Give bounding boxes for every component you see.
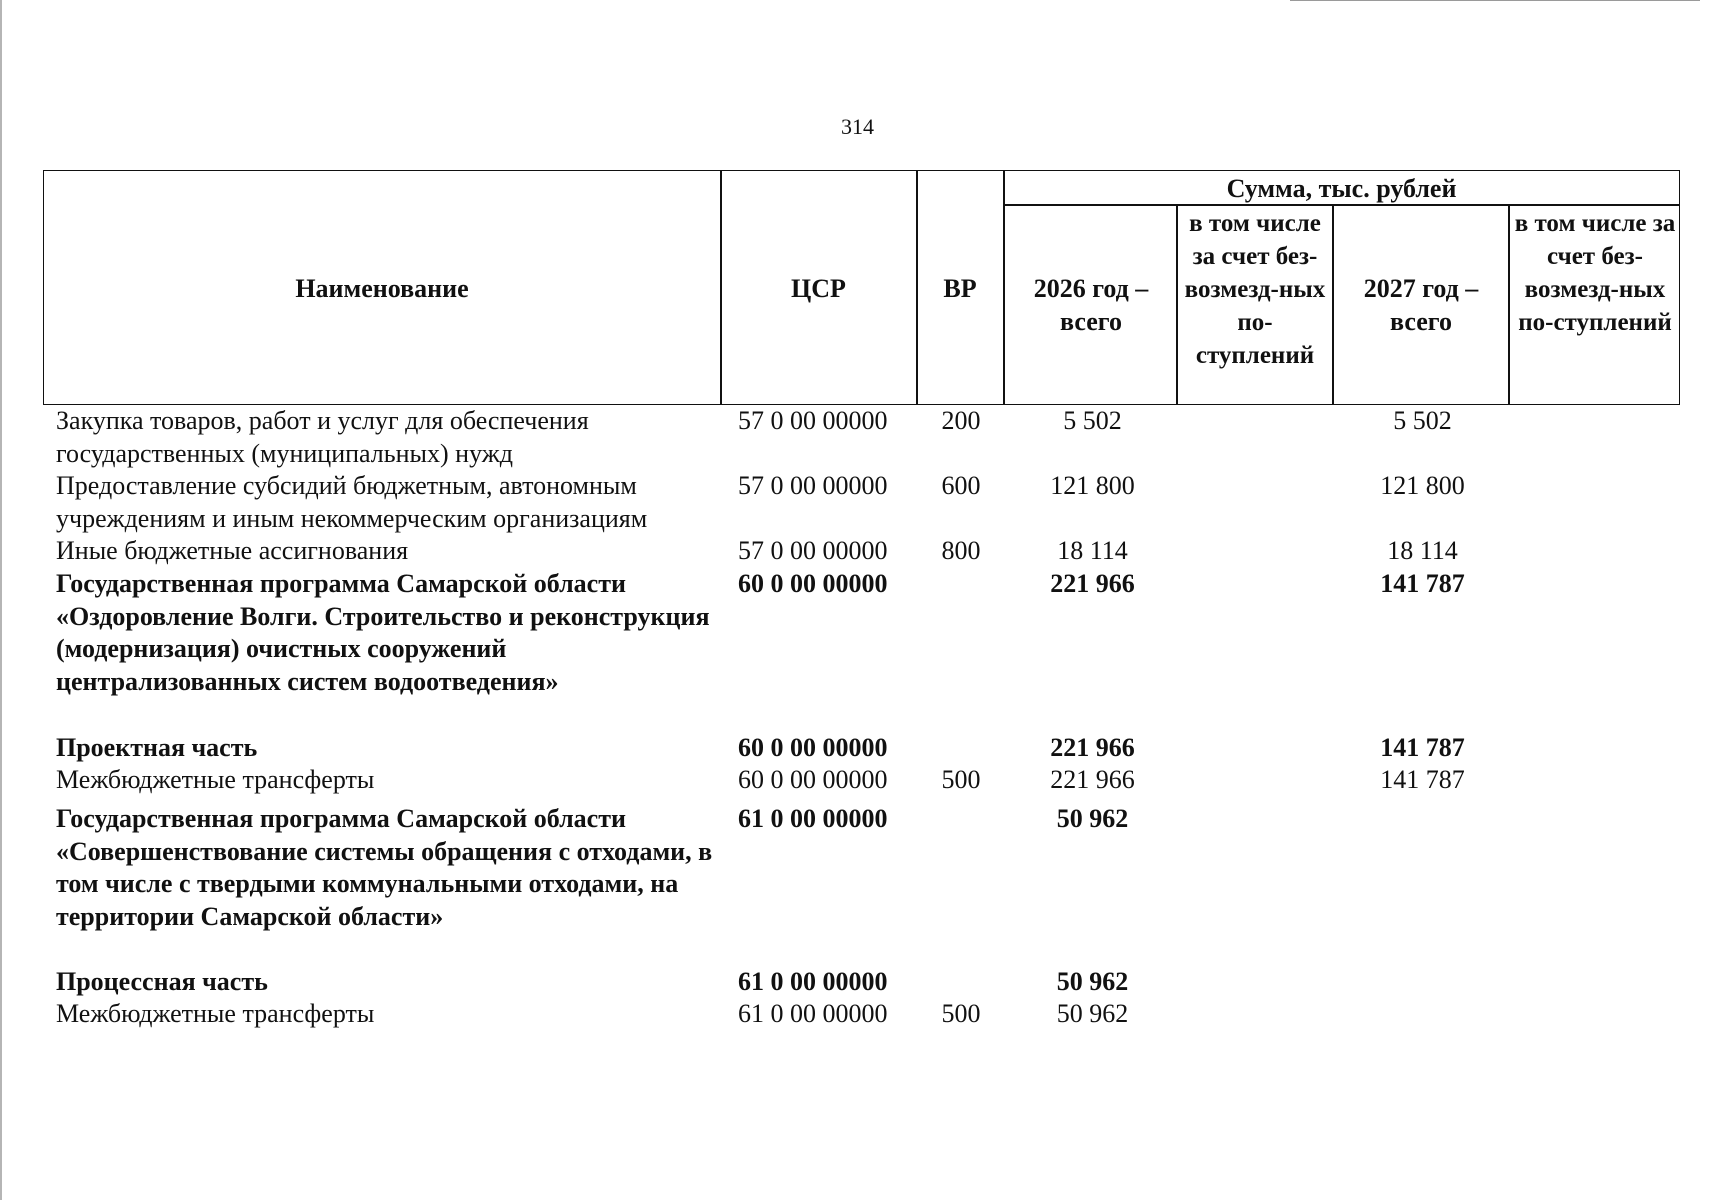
row-2027: 141 787	[1380, 733, 1465, 762]
row-name: Процессная часть	[56, 967, 268, 996]
row-2027: 141 787	[1380, 765, 1465, 794]
row-csr: 57 0 00 00000	[738, 406, 888, 435]
header-2027-total: 2027 год – всего	[1363, 274, 1479, 336]
row-name: Межбюджетные трансферты	[56, 999, 375, 1028]
header-divider	[1176, 204, 1178, 405]
row-name: Иные бюджетные ассигнования	[56, 536, 409, 565]
row-2027: 121 800	[1380, 471, 1465, 500]
row-2026: 50 962	[1056, 999, 1129, 1028]
row-2027: 141 787	[1380, 569, 1465, 598]
row-2026: 221 966	[1050, 765, 1135, 794]
row-2026: 50 962	[1056, 967, 1129, 996]
header-2026-free: в том числе за счет без-возмезд-ных по-ступлений	[1184, 210, 1326, 369]
row-2026: 50 962	[1056, 804, 1129, 833]
row-vr: 500	[941, 765, 981, 794]
row-name: Государственная программа Самарской области «Совершенствование системы обращения с отходами, в том числе с твердыми коммунальными отходами, на территории Самарской области»	[56, 804, 713, 931]
header-sum-title: Сумма, тыс. рублей	[1226, 173, 1457, 203]
row-csr: 61 0 00 00000	[738, 967, 888, 996]
row-csr: 60 0 00 00000	[738, 765, 888, 794]
row-vr: 500	[941, 999, 981, 1028]
header-name: Наименование	[295, 273, 469, 303]
row-name: Государственная программа Самарской области «Оздоровление Волги. Строительство и реконструкция (модернизация) очистных сооружений централизованных систем водоотведения»	[56, 569, 710, 696]
row-2026: 221 966	[1050, 733, 1135, 762]
row-name: Межбюджетные трансферты	[56, 765, 375, 794]
row-name: Предоставление субсидий бюджетным, автономным учреждениям и иным некоммерческим организациям	[56, 471, 648, 533]
scan-top-edge	[1290, 0, 1700, 1]
row-csr: 61 0 00 00000	[738, 804, 888, 833]
row-csr: 60 0 00 00000	[738, 569, 888, 598]
header-2026-total: 2026 год – всего	[1033, 274, 1149, 336]
row-csr: 60 0 00 00000	[738, 733, 888, 762]
scan-left-edge	[0, 0, 2, 1200]
row-2026: 5 502	[1063, 406, 1122, 435]
row-2026: 221 966	[1050, 569, 1135, 598]
row-name: Закупка товаров, работ и услуг для обеспечения государственных (муниципальных) нужд	[56, 406, 589, 468]
header-2027-free: в том числе за счет без-возмезд-ных по-ступлений	[1514, 210, 1676, 336]
row-2026: 121 800	[1050, 471, 1135, 500]
row-vr: 200	[941, 406, 981, 435]
row-2027: 18 114	[1387, 536, 1458, 565]
row-csr: 61 0 00 00000	[738, 999, 888, 1028]
row-2027: 5 502	[1393, 406, 1452, 435]
row-vr: 800	[941, 536, 981, 565]
row-2026: 18 114	[1057, 536, 1128, 565]
row-vr: 600	[941, 471, 981, 500]
header-csr: ЦСР	[791, 273, 846, 303]
page-number: 314	[841, 114, 874, 139]
header-divider	[1332, 204, 1334, 405]
header-divider	[1508, 204, 1510, 405]
header-vr: ВР	[943, 273, 977, 303]
row-csr: 57 0 00 00000	[738, 471, 888, 500]
row-name: Проектная часть	[56, 733, 258, 762]
row-csr: 57 0 00 00000	[738, 536, 888, 565]
